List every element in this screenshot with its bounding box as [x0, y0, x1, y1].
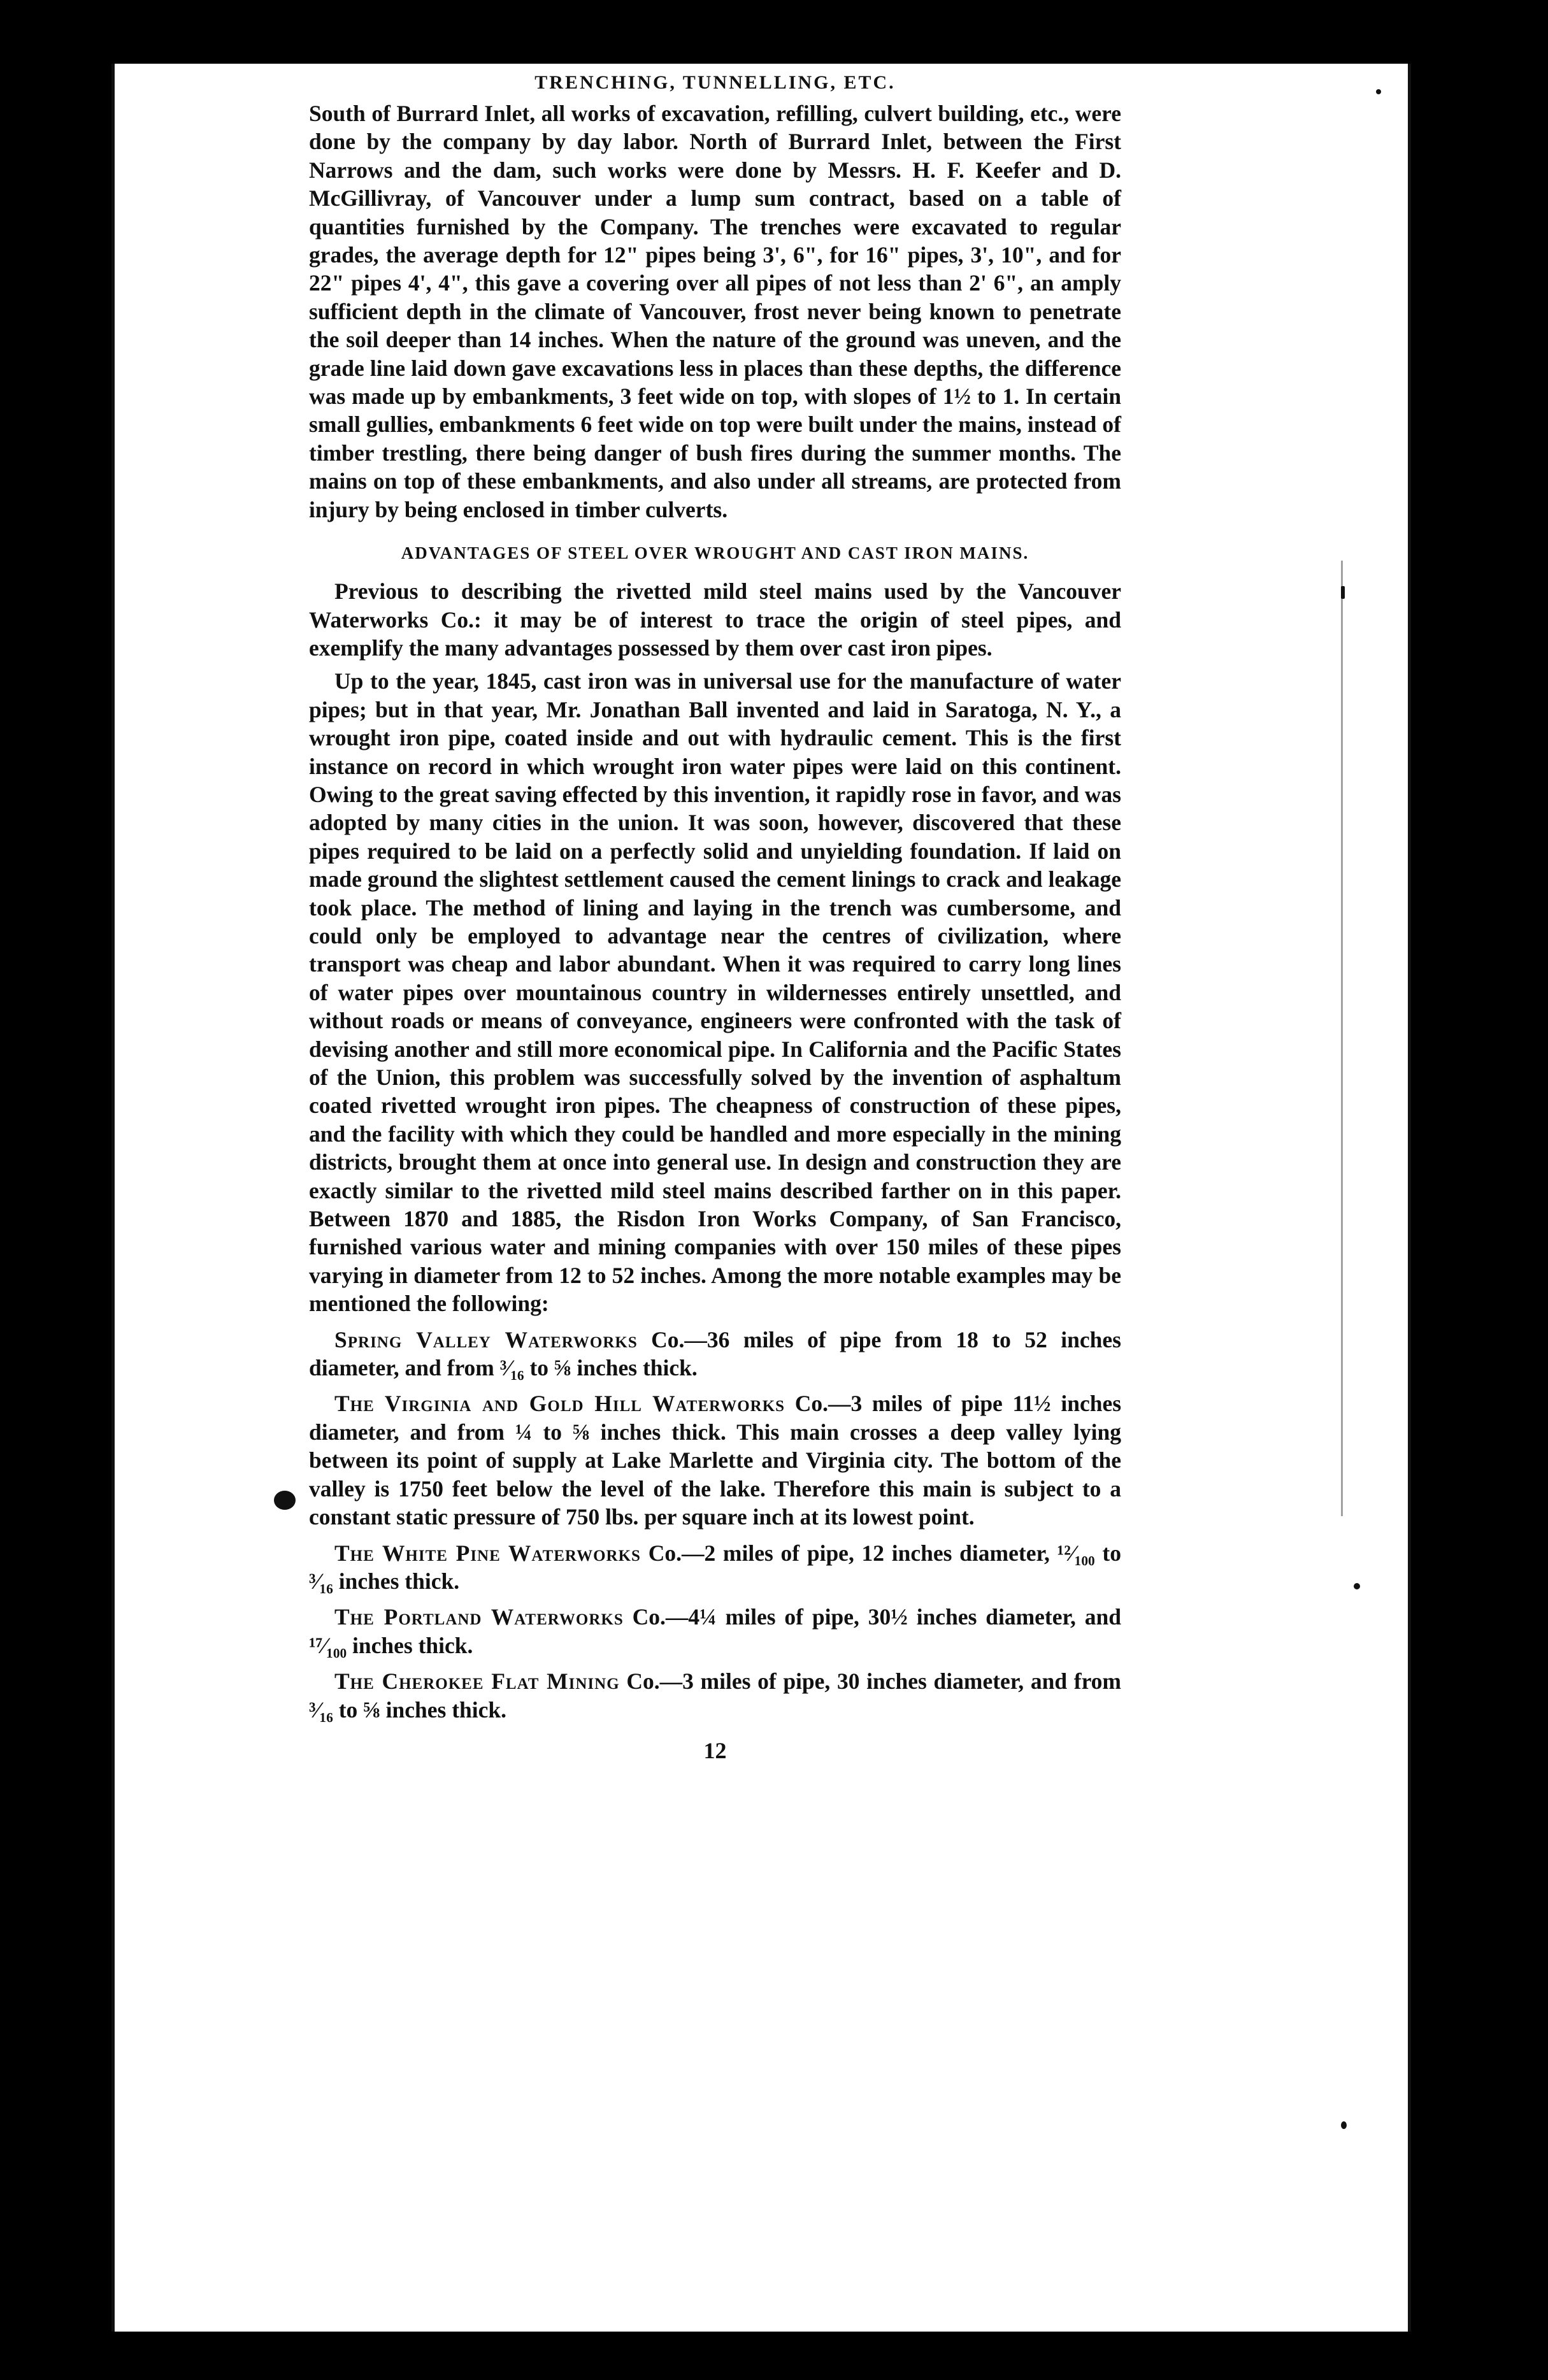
left-edge-rule [111, 64, 115, 2332]
speck-mark [1341, 586, 1345, 599]
example-text: Co.—3 miles of pipe 11½ inches diameter, and from ¼ to ⅝ inches thick. This main crosses a deep valley lying between its point of supply at Lake Marlette and Virginia city. The bottom of the valley is 1750 feet below the level of the lake. Therefore this main is subject to a constant static pressure of 750 lbs. per square inch at its lowest point. [309, 1391, 1122, 1530]
example-entry [309, 1326, 1121, 1382]
speck-mark [1376, 89, 1381, 94]
page-number: 12 [703, 1737, 727, 1763]
example-name: The Portland Waterworks [334, 1604, 624, 1630]
example-name: Spring Valley Waterworks [334, 1326, 638, 1352]
paragraph-trenching: South of Burrard Inlet, all works of excavation, refilling, culvert building, etc., were done by the company by day labor. North of Burrard Inlet, between the First Narrows and the dam, such works were done by Messrs. H. F. Keefer and D. McGillivray, of Vancouver under a lump sum contract, based on a table of quantities furnished by the Company. The trenches were excavated to regular grades, the average depth for 12" pipes being 3', 6", for 16" pipes, 3', 10", and for 22" pipes 4', 4", this gave a covering over all pipes of not less than 2' 6", an amply sufficient depth in the climate of Vancouver, frost never being known to penetrate the soil deeper than 14 inches. When the nature of the ground was uneven, and the grade line laid down gave excavations less in places than these depths, the difference was made up by embankments, 3 feet wide on top, with slopes of 1½ to 1. In certain small gullies, embankments 6 feet wide on top were built under the mains, instead of timber trestling, there being danger of bush fires during the summer months. The mains on top of these embankments, and also under all streams, are protected from injury by being enclosed in timber culverts. [309, 101, 1121, 522]
scanned-page [111, 64, 1411, 2332]
paragraph-previous: Previous to describing the rivetted mild steel mains used by the Vancouver Waterworks Co.: it may be of interest to trace the origin of steel pipes, and exemplify the many advantages possessed by them over cast iron pipes. [309, 578, 1121, 661]
speck-mark [1354, 1583, 1360, 1589]
example-entry [309, 1539, 1121, 1596]
example-text: Co.—4¼ miles of pipe, 30½ inches diameter, and ¹⁷⁄₁₀₀ inches thick. [309, 1604, 1121, 1658]
example-entry [309, 1389, 1121, 1531]
paragraph-history: Up to the year, 1845, cast iron was in universal use for the manufacture of water pipes; but in that year, Mr. Jonathan Ball invented and laid in Saratoga, N. Y., a wrought iron pipe, coated inside and out with hydraulic cement. This is the first instance on record in which wrought iron water pipes were laid on this continent. Owing to the great saving effected by this invention, it rapidly rose in favor, and was adopted by many cities in the union. It was soon, however, discovered that these pipes required to be laid on a perfectly solid and unyielding foundation. If laid on made ground the slightest settlement caused the cement linings to crack and leakage took place. The method of lining and laying in the trench was cumbersome, and could only be employed to advantage near the centres of civilization, where transport was cheap and labor abundant. When it was required to carry long lines of water pipes over mountainous country in wildernesses entirely unsettled, and without roads or means of conveyance, engineers were confronted with the task of devising another and still more economical pipe. In California and the Pacific States of the Union, this problem was successfully solved by the invention of asphaltum coated rivetted wrought iron pipes. The cheapness of construction of these pipes, and the facility with which they could be handled and more especially in the mining districts, brought them at once into general use. In design and construction they are exactly similar to the rivetted mild steel mains described farther on in this paper. Between 1870 and 1885, the Risdon Iron Works Company, of San Francisco, furnished various water and mining companies with over 150 miles of these pipes varying in diameter from 12 to 52 inches. Among the more notable examples may be mentioned the following: [309, 668, 1121, 1317]
example-entry [309, 1667, 1121, 1724]
example-text: Co.—3 miles of pipe, 30 inches diameter, and from ³⁄₁₆ to ⅝ inches thick. [309, 1668, 1121, 1723]
fold-line [1341, 561, 1343, 1516]
ink-blot-mark [274, 1491, 296, 1510]
example-name: The Cherokee Flat Mining [334, 1668, 620, 1695]
text-column [309, 70, 1121, 1765]
example-text: Co.—36 miles of pipe from 18 to 52 inches diameter, and from ³⁄₁₆ to ⅝ inches thick. [309, 1326, 1121, 1381]
example-text: Co.—2 miles of pipe, 12 inches diameter, ¹²⁄₁₀₀ to ³⁄₁₆ inches thick. [309, 1540, 1121, 1594]
running-head: TRENCHING, TUNNELLING, ETC. [534, 72, 896, 93]
example-entry [309, 1603, 1121, 1660]
example-name: The Virginia and Gold Hill Waterworks [334, 1391, 785, 1417]
speck-mark [1341, 2121, 1347, 2129]
right-edge-rule [1408, 64, 1411, 2332]
example-name: The White Pine Waterworks [334, 1540, 641, 1566]
section-heading: ADVANTAGES OF STEEL OVER WROUGHT AND CAST IRON MAINS. [401, 543, 1029, 563]
